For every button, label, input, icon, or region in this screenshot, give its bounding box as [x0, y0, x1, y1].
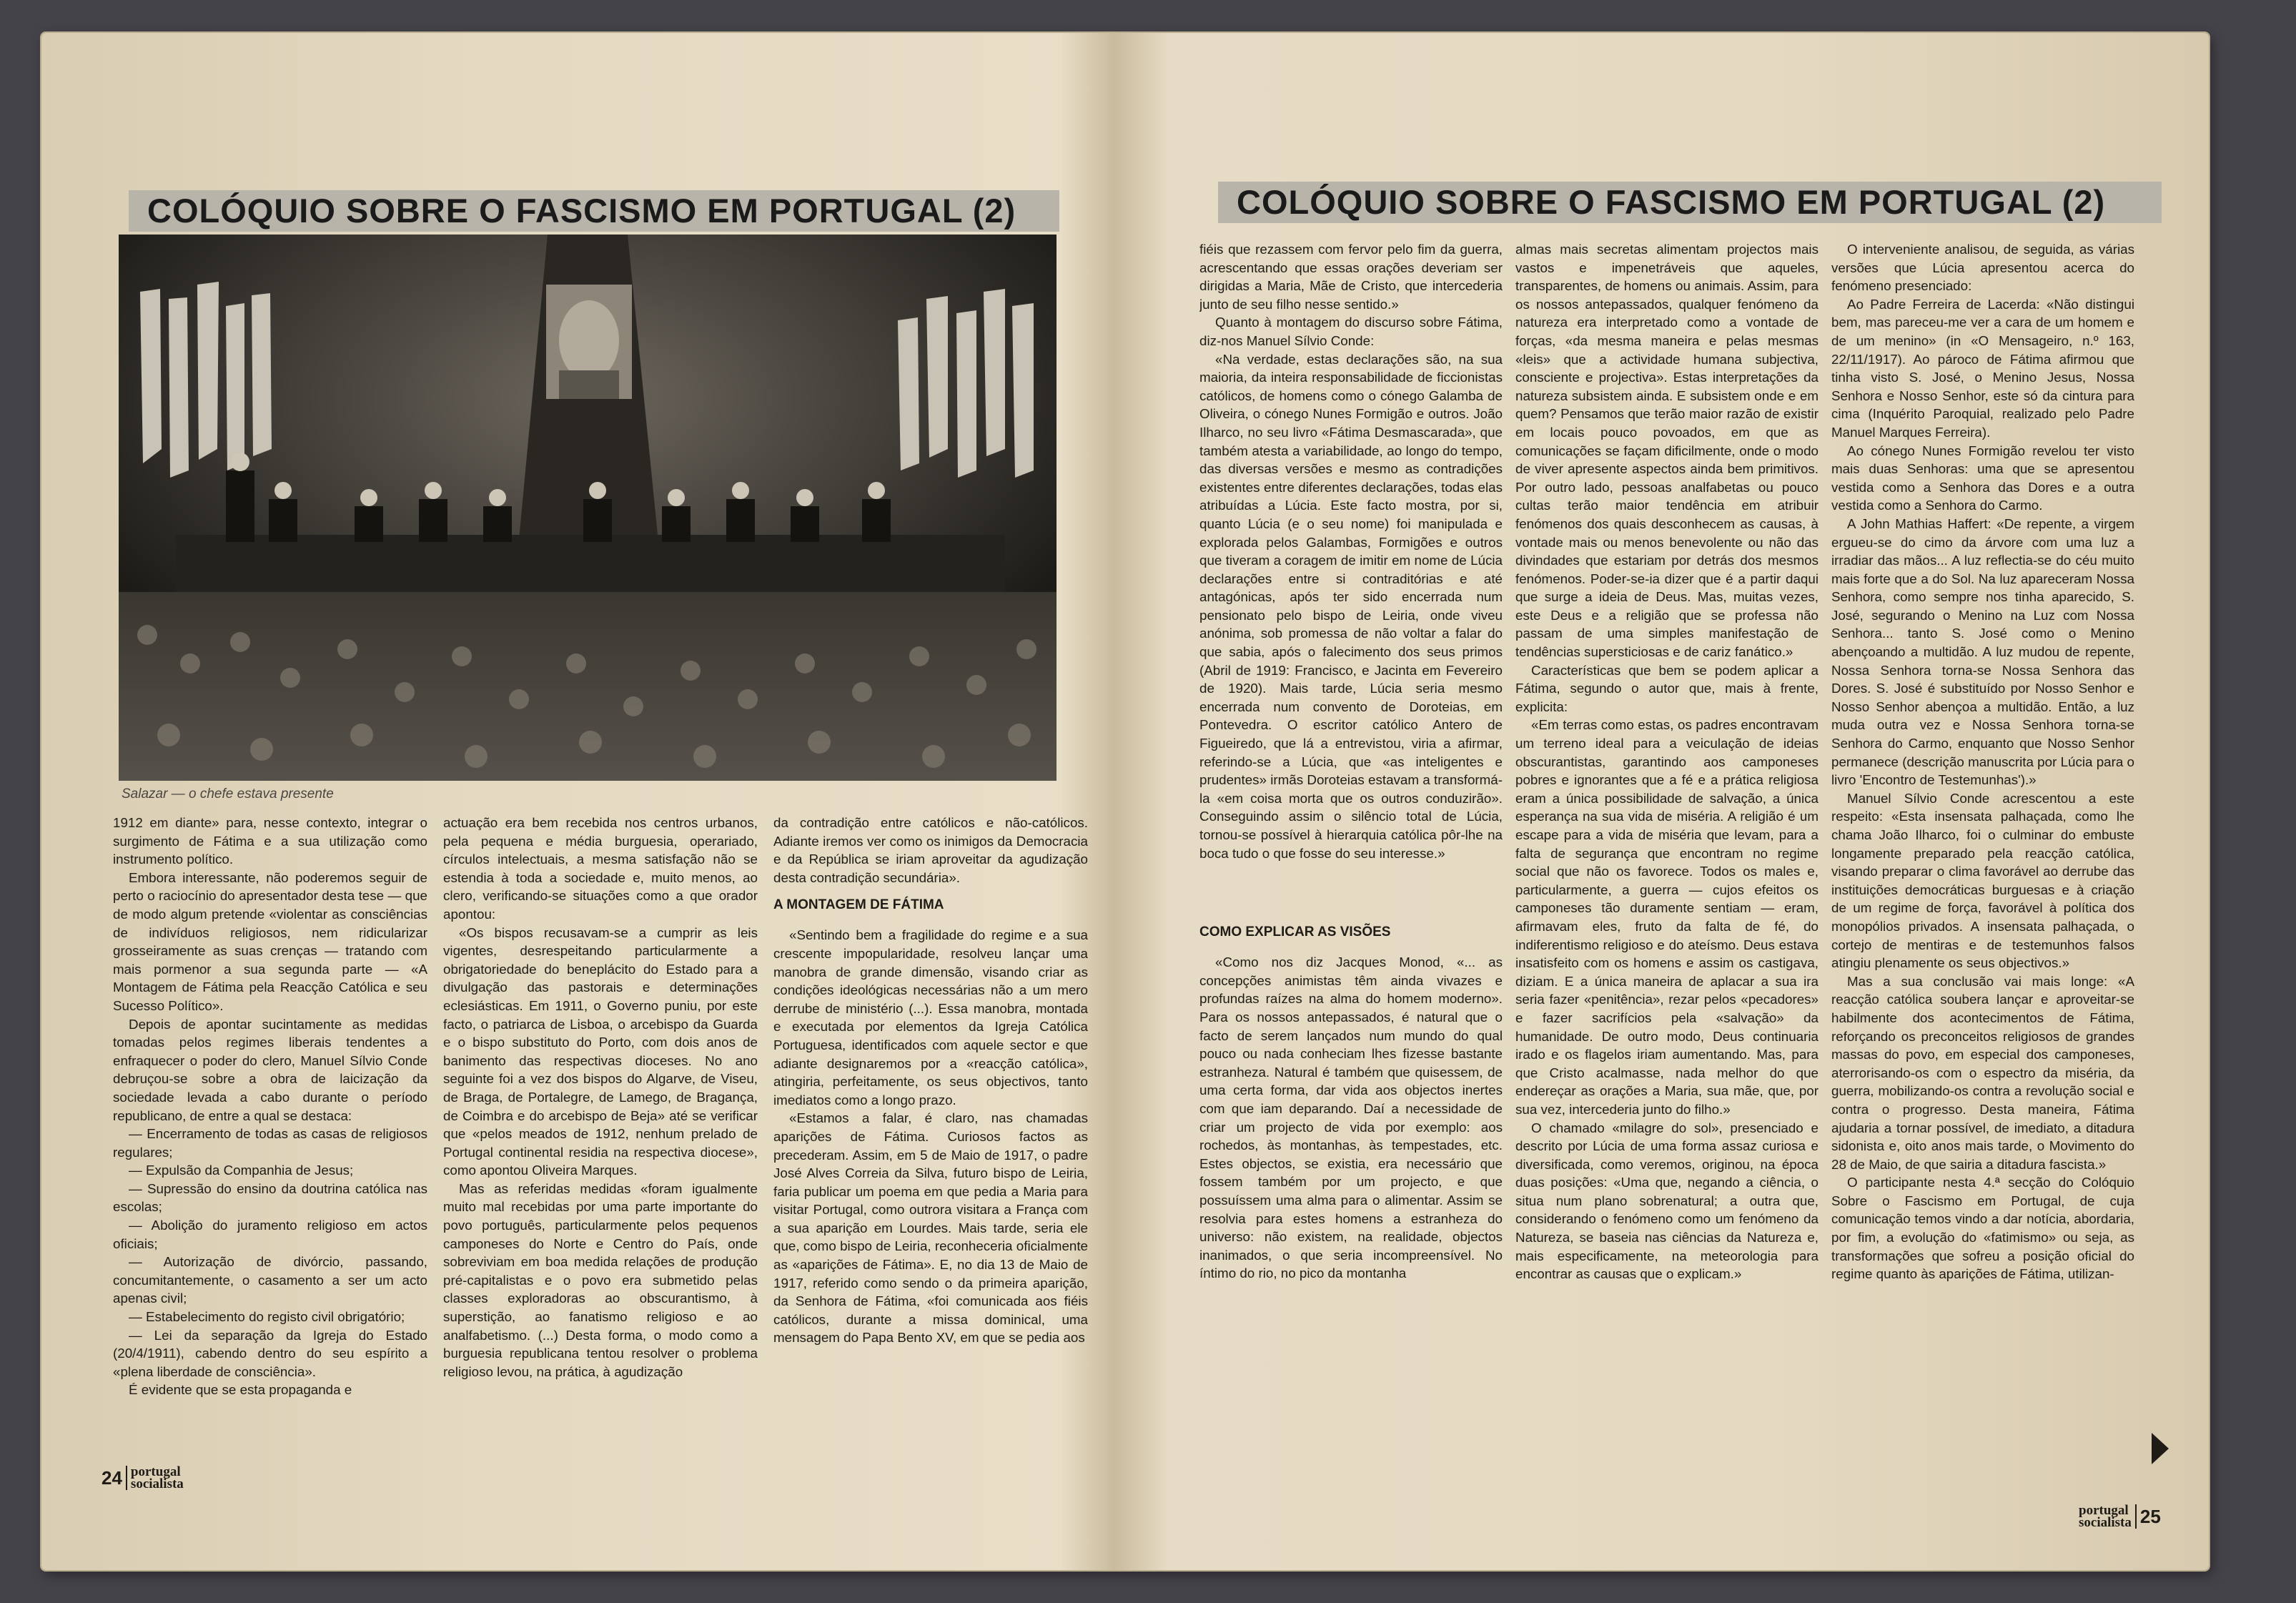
paragraph: «Na verdade, estas declarações são, na sua maioria, da inteira responsabilidade de ficcionistas católicos, de homens como o cónego Galamba de Oliveira, o cónego Nunes Formigão e outros. João Ilharco, no seu livro «Fátima Desmascarada», que também atesta a variabilidade, ao longo do tempo, das diversas versões e mesmo as contradições existentes entre diferentes declarações, todas elas atribuídas a Lúcia. Este facto mostra, por si, quanto Lúcia (e o seu nome) foi manipulada e explorada pelos Galambas, Formigões e outros que tiveram a coragem de imitir em nome de Lúcia declarações entre si contraditórias e até antagónicas, após ter sido encerrada num pensionato pelo bispo de Leiria, onde viveu anónima, sob promessa de não voltar a falar do que sabia, após o falecimento dos seus primos (Abril de 1919: Francisco, e Jacinta em Fevereiro de 1920). Mais tarde, Lúcia seria mesmo encerrada num convento de Doroteias, em Pontevedra. O escritor católico Antero de Figueiredo, que lá a entrevistou, viria a afirmar, referindo-se a Lúcia, que «as inteligentes e prudentes» irmãs Doroteias estavam a transformá-la «em coisa morta que os outros conduzirão». Conseguindo assim o silêncio total de Lúcia, tornou-se possível à hierarquia católica pôr-lhe na boca tudo o que fosse do seu interesse.» — [1199, 351, 1503, 861]
list-item: — Lei da separação da Igreja do Estado (20/4/1911), cabendo dentro do seu espírito a «plena liberdade de consciência». — [113, 1327, 427, 1379]
list-item: — Autorização de divórcio, passando, concumitantemente, o casamento a ser um acto apenas civil; — [113, 1254, 427, 1306]
paragraph: «Estamos a falar, é claro, nas chamadas aparições de Fátima. Curiosos factos as precederam. Assim, em 5 de Maio de 1917, o padre José Alves Correia da Silva, futuro bispo de Leiria, faria publicar um poema em que pedia a Maria para visitar Portugal, como outrora visitara a França com a sua aparição em Lourdes. Mais tarde, seria ele que, como bispo de Leiria, reconheceria oficialmente as «aparições de Fátima». E, no dia 13 de Maio de 1917, referido como sendo o da primeira aparição, da Senhora de Fátima, «foi comunicada aos fiéis católicos, durante a missa dominical, uma mensagem do Papa Bento XV, em que se pedia aos — [773, 1110, 1088, 1346]
page-title: COLÓQUIO SOBRE O FASCISMO EM PORTUGAL (2) — [1218, 182, 2162, 223]
page-number: 25 — [2139, 1505, 2161, 1527]
paragraph: actuação era bem recebida nos centros urbanos, pela pequena e média burguesia, operariado, círculos intelectuais, a mesma satisfação não se estendia à toda a sociedade e, muito menos, ao clero, verificando-se situações como a que orador apontou: — [443, 815, 758, 922]
list-item: — Supressão do ensino da doutrina católica nas escolas; — [113, 1180, 427, 1215]
right-triangle-arrow-icon — [2152, 1433, 2169, 1464]
paragraph: O participante nesta 4.ª secção do Colóquio Sobre o Fascismo em Portugal, de cuja comunicação temos vindo a dar notícia, abordaria, por fim, a evolução do «fatimismo» ou seja, as transformações que sofreu a posição oficial do regime quanto às aparições de Fátima, utilizan- — [1831, 1175, 2134, 1282]
right-page — [1128, 33, 2209, 1570]
section-heading: A MONTAGEM DE FÁTIMA — [773, 897, 944, 913]
right-column-3 — [1831, 240, 2134, 1506]
paragraph: «Em terras como estas, os padres encontravam um terreno ideal para a veiculação de ideias obscurantistas, garantindo aos camponeses pobres e ignorantes que a fé e a prática religiosa eram a única possibilidade de salvação, a única esperança na sua vida de miséria. A religião é um escape para a vida de miséria que levam, para a falta de segurança que encontram no regime social que não os favorece. Todos os males e, particularmente, a guerra — cujos efeitos os camponeses tão duramente sentiam — eram, afirmavam eles, fruto da falta de fé, do indiferentismo religioso e do ateísmo. Deus estava insatisfeito com os homens e assim os castigava, diziam. E a única maneira de aplacar a sua ira seria fazer «penitência», rezar pelos «pecadores» e fazer sacrifícios pela «salvação» da humanidade. De outro modo, Deus continuaria irado e os flagelos iriam aumentando. Mas, para que Cristo acalmasse, nada melhor do que endereçar as orações a Maria, sua mãe, que, por sua vez, intercederia junto do filho.» — [1515, 717, 1819, 1117]
left-page — [41, 33, 1122, 1570]
page-title: COLÓQUIO SOBRE O FASCISMO EM PORTUGAL (2) — [129, 190, 1059, 232]
logo-line: portugal — [130, 1464, 181, 1479]
paragraph: Quanto à montagem do discurso sobre Fátima, diz-nos Manuel Sílvio Conde: — [1199, 315, 1503, 348]
right-column-1 — [1199, 240, 1503, 1506]
paragraph: Embora interessante, não poderemos seguir de perto o raciocínio do apresentador desta tese — que de modo algum pretende «violentar as consciências de indivíduos religiosos, nem ridicularizar grosseiramente as suas crenças — tratando com mais pormenor a sua segunda parte — «A Montagem de Fátima pela Reacção Católica e seu Sucesso Político». — [113, 869, 427, 1013]
paragraph: É evidente que se esta propaganda e — [129, 1382, 352, 1398]
list-item: — Estabelecimento do registo civil obrigatório; — [129, 1309, 405, 1325]
paragraph: Ao Padre Ferreira de Lacerda: «Não distingui bem, mas pareceu-me ver a cara de um homem e de um menino» (in «O Mensageiro, n.º 163, 22/11/1917). Ao pároco de Fátima afirmou que tinha visto S. José, o Menino Jesus, Nossa Senhora e Nosso Senhor, este só da cintura para cima (Inquérito Paroquial, realizado pelo Padre Manuel Marques Ferreira). — [1831, 296, 2134, 440]
publication-logo — [2079, 1504, 2132, 1529]
paragraph: almas mais secretas alimentam projectos mais vastos e impenetráveis que aqueles, transparentes, de homens ou animais. Assim, para os nossos antepassados, qualquer fenómeno da natureza era interpretado como a vontade de forças, «da mesma maneira e pelas mesmas «leis» que a actividade humana subjectiva, consciente e projectiva». Estas interpretações da natureza subsistem ainda. E subsistem onde e em quem? Pensamos que terão maior razão de existir em locais pouco povoados, em que as comunicações se façam dificilmente, onde o modo de viver apresente aspectos ainda bem primitivos. Por outro lado, pessoas analfabetas ou pouco cultas terão maior tendência em atribuir fenómenos dos quais desconhecem as causas, à vontade mais ou menos benevolente ou não das divindades que estariam por detrás dos mesmos fenómenos. Poder-se-ia dizer que é a partir daqui que surge a ideia de Deus. Mas, muitas vezes, este Deus e a religião que se professa não passam de uma simples manifestação de tendências supersticiosas e de cariz fanático.» — [1515, 242, 1819, 660]
paragraph: «Sentindo bem a fragilidade do regime e a sua crescente impopularidade, resolveu lançar uma manobra de grande dimensão, visando criar as condições ideológicas necessárias não a um mero derrube de ministério (...). Essa manobra, montada e executada por elementos da Igreja Católica Portuguesa, identificados com aquele sector e que adiante designaremos por a «reacção católica», atingiria, perfeitamente, os seus objectivos, tanto imediatos como a longo prazo. — [773, 927, 1088, 1108]
paragraph: 1912 em diante» para, nesse contexto, integrar o surgimento de Fátima e a sua utilização como instrumento político. — [113, 815, 427, 867]
list-item: — Expulsão da Companhia de Jesus; — [129, 1163, 354, 1178]
list-item: — Encerramento de todas as casas de religiosos regulares; — [113, 1126, 427, 1160]
right-page-folio — [2079, 1504, 2161, 1529]
paragraph: «Os bispos recusavam-se a cumprir as leis vigentes, desrespeitando particularmente a obrigatoriedade do beneplácito do Estado para a divulgação das pastorais e determinações eclesiásticas. Em 1911, o Governo puniu, por este facto, o patriarca de Lisboa, o arcebispo da Guarda e o bispo substituto do Porto, com dois anos de banimento das respectivas dioceses. No ano seguinte foi a vez dos bispos do Algarve, de Viseu, de Braga, de Portalegre, de Lamego, de Bragança, de Coimbra e do arcebispo de Beja» até se verificar que «pelos meados de 1912, nenhum prelado de Portugal continental residia na respectiva diocese», como apontou Oliveira Marques. — [443, 924, 758, 1178]
publication-logo — [131, 1466, 184, 1490]
paragraph: A John Mathias Haffert: «De repente, a virgem ergueu-se do cimo da árvore com uma luz a irradiar das mãos... A luz reflectia-se do céu muito mais forte que a do Sol. Na luz apareceram Nossa Senhora, como sempre nos tinha aparecido, S. José, segurando o Menino na Luz com Nossa Senhora... tanto S. José como o Menino abençoando a multidão. A luz mudou de repente, Nossa Senhora torna-se Nossa Senhora das Dores. S. José é substituído por Nosso Senhor e Nosso Senhor abençoa a multidão. Então, a luz muda outra vez e Nossa Senhora torna-se Senhora do Carmo, enquanto que Nosso Senhor permanece (descrição manuscrita por Lúcia para o livro 'Encontro de Testemunhas').» — [1831, 516, 2134, 788]
paragraph: O interveniente analisou, de seguida, as várias versões que Lúcia apresentou acerca do fenómeno presenciado: — [1831, 242, 2134, 294]
paragraph: Ao cónego Nunes Formigão revelou ter visto mais duas Senhoras: uma que se apresentou vestida como a Senhora das Dores e a outra vestida como a Senhora do Carmo. — [1831, 443, 2134, 513]
right-column-2 — [1515, 240, 1819, 1506]
paragraph: da contradição entre católicos e não-católicos. Adiante iremos ver como os inimigos da Democracia e da República se iriam aproveitar da agudização desta contradição secundária». — [773, 815, 1088, 885]
paragraph: fiéis que rezassem com fervor pelo fim da guerra, acrescentando que essas orações deveriam ser dirigidas a Maria, Mãe de Cristo, que intercederia junto de seu filho nesse sentido.» — [1199, 242, 1503, 312]
logo-line: portugal — [2079, 1503, 2129, 1518]
logo-line: socialista — [2079, 1515, 2132, 1530]
left-column-1 — [113, 814, 427, 1486]
paragraph: Depois de apontar sucintamente as medidas tomadas pelos regimes liberais tendentes a enfraquecer o poder do clero, Manuel Sílvio Conde debruçou-se sobre a obra de laicização da sociedade levada a cabo durante o período republicano, de entre a qual se destaca: — [113, 1016, 427, 1123]
paragraph: Mas as referidas medidas «foram igualmente muito mal recebidas por uma parte importante do povo português, particularmente pelos pequenos camponeses do Norte e Centro do País, onde sobreviviam em boa medida relações de produção pré-capitalistas e o povo era submetido pelas classes exploradoras ao obscurantismo, à superstição, ao fanatismo religioso e ao analfabetismo. (...) Desta forma, o modo como a burguesia republicana tentou resolver o problema religioso levou, na prática, à agudização — [443, 1180, 758, 1379]
paragraph: Mas a sua conclusão vai mais longe: «A reacção católica soubera lançar e aproveitar-se habilmente dos acontecimentos de Fátima, reforçando os preconceitos religiosos de grandes massas do povo, em especial dos camponeses, aterrorisando-os com o espectro da miséria, da guerra, mobilizando-os contra a revolução social e contra o progresso. Desta maneira, Fátima ajudaria a tornar possível, de imediato, a ditadura sidonista e, oito anos mais tarde, o Movimento do 28 de Maio, de que sairia a ditadura fascista.» — [1831, 973, 2134, 1172]
left-column-3 — [773, 814, 1088, 1486]
folio-divider — [126, 1466, 127, 1490]
magazine-spread — [41, 33, 2209, 1570]
rally-photo-illustration — [119, 235, 1057, 781]
photo-salazar-rally — [119, 235, 1057, 781]
list-item: — Abolição do juramento religioso em actos oficiais; — [113, 1218, 427, 1251]
left-page-folio — [102, 1466, 184, 1490]
logo-line: socialista — [130, 1476, 184, 1491]
photo-caption: Salazar — o chefe estava presente — [122, 786, 334, 802]
page-number: 24 — [102, 1466, 122, 1489]
paragraph: O chamado «milagre do sol», presenciado e descrito por Lúcia de uma forma assaz curiosa e diversificada, como veremos, originou, na época duas posições: «Uma que, negando a ciência, o situa num plano sobrenatural; a outra que, considerando o fenómeno como um fenómeno da Natureza, se baseia nas ciências da Natureza e, mais especificamente, na meteorologia para encontrar as causas que o explicam.» — [1515, 1120, 1819, 1282]
paragraph: Manuel Sílvio Conde acrescentou a este respeito: «Esta insensata palhaçada, como lhe chama João Ilharco, foi o culminar do embuste longamente preparado pela reacção católica, visando preparar o clima favorável ao derrube das instituições democráticas burguesas e à criação de um regime de força, favorável à política dos monopólios privados. A insensata palhaçada, o cortejo de mentiras e de testemunhos falsos atingiu plenamente os seus objectivos.» — [1831, 790, 2134, 971]
paragraph: «Como nos diz Jacques Monod, «... as concepções animistas têm ainda vivazes e profundas raízes na alma do homem moderno». Para os nossos antepassados, é natural que o facto de serem lançados num mundo do qual pouco ou nada conheciam lhes fizesse bastante estranheza. Natural é também que quisessem, de uma certa forma, dar vida aos objectos inertes com que iam deparando. Daí a necessidade de criar um projecto de vida por exemplo: aos rochedos, às montanhas, às tempestades, etc. Estes objectos, se existia, era necessário que fossem também por um projecto, e que possuíssem uma alma para o alimentar. Assim se resolvia para estes homens a estranheza do universo: não existem, na realidade, objectos inanimados, o que seria incompreensível. No íntimo do rio, no pico da montanha — [1199, 955, 1503, 1281]
section-heading: COMO EXPLICAR AS VISÕES — [1199, 924, 1391, 940]
paragraph: Características que bem se podem aplicar a Fátima, segundo o autor que, mais à frente, explicita: — [1515, 662, 1819, 714]
folio-divider — [2135, 1504, 2137, 1529]
column-spacer — [1199, 862, 1503, 914]
left-column-2 — [443, 814, 758, 1486]
